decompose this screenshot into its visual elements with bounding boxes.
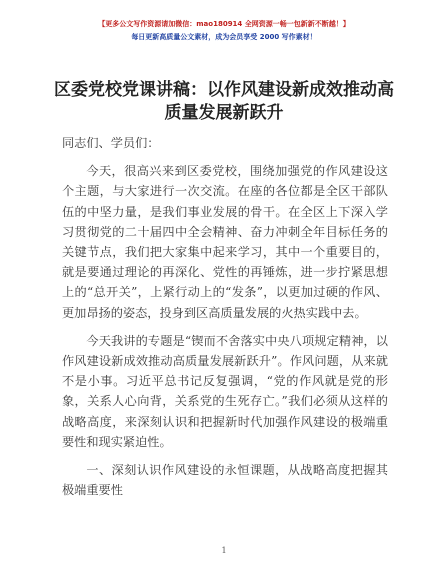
promo-banner-line-1: 【更多公文写作资源请加微信：mao180914 全网资源一畅一包新新不断越！】 (98, 20, 350, 28)
paragraph-topic: 今天我讲的专题是“锲而不舍落实中央八项规定精神，以作风建设新成效推动高质量发展新跃升”。作风问题，从来就不是小事。习近平总书记反复强调，“党的作风就是党的形象，关系人心向背，关系党的生死存亡。”我们必须从这样的战略高度，来深刻认识和把握新时代加强作风建设的极端重要性和现实紧迫性。 (62, 333, 388, 449)
paragraph-intro: 今天，很高兴来到区委党校，围绕加强党的作风建设这个主题，与大家进行一次交流。在座的各位都是全区干部队伍的中坚力量，是我们事业发展的骨干。在全区上下深入学习贯彻党的二十届四中全会精神、奋力冲刺全年目标任务的关键节点，我们把大家集中起来学习，其中一个重要目的，就是要通过理论的再深化、党性的再锤炼，进一步拧紧思想上的“总开关”，上紧行动上的“发条”，以更加过硬的作风、更加昂扬的姿态，投身到区高质量发展的火热实践中去。 (62, 164, 388, 320)
section-heading-1: 一、深刻认识作风建设的永恒课题，从战略高度把握其极端重要性 (62, 463, 388, 498)
document-title: 区委党校党课讲稿：以作风建设新成效推动高质量发展新跃升 (54, 80, 394, 123)
salutation: 同志们、学员们： (62, 136, 160, 150)
page-number: 1 (221, 546, 227, 555)
promo-banner-line-2: 每日更新高质量公文素材，成为会员享受 2000 写作素材！ (131, 33, 317, 41)
document-body (62, 133, 388, 500)
